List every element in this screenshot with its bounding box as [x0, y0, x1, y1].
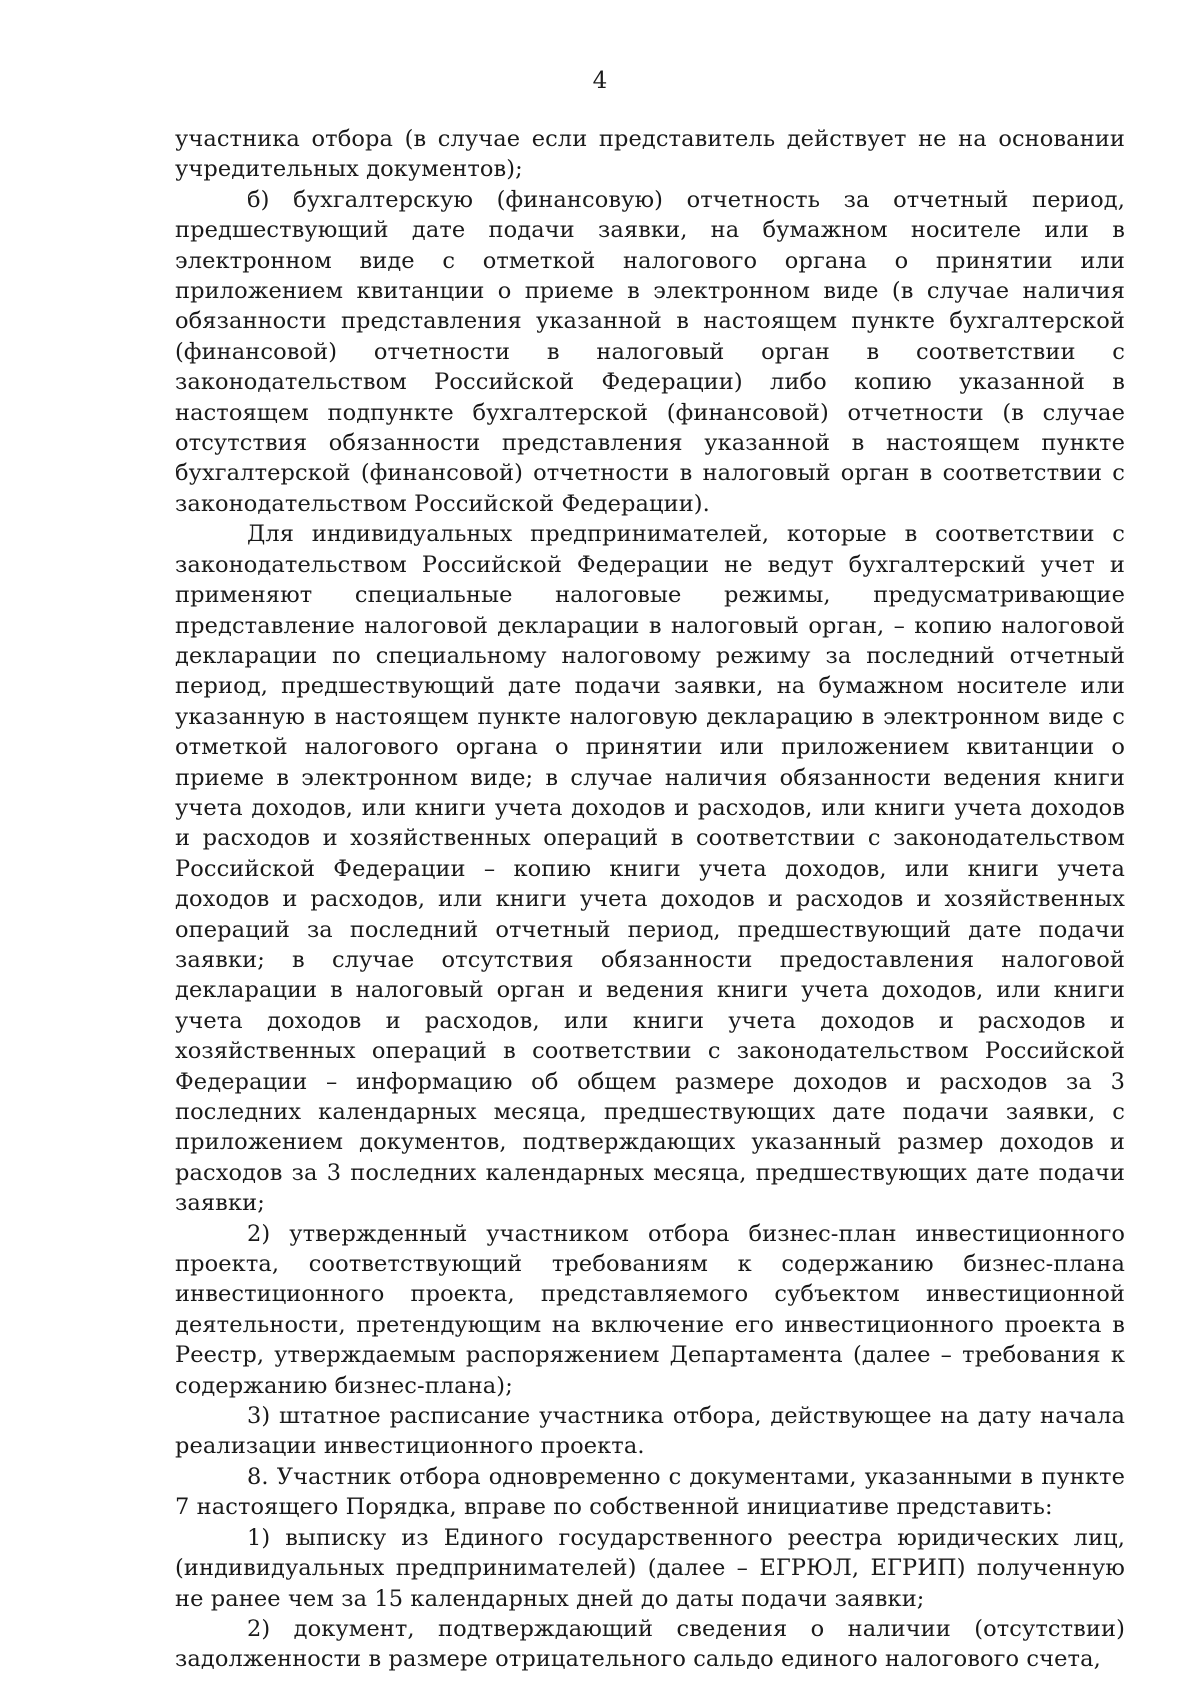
- document-body: [175, 124, 1125, 1675]
- page-number: 4: [592, 68, 608, 94]
- paragraph-item-b: б) бухгалтерскую (финансовую) отчетность за отчетный период, предшествующий дате подачи заявки, на бумажном носителе или в электронном виде с отметкой налогового органа о принятии или приложением квитанции о приеме в электронном виде (в случае наличия обязанности представления указанной в настоящем пункте бухгалтерской (финансовой) отчетности в налоговый орган в соответствии с законодательством Российской Федерации) либо копию указанной в настоящем подпункте бухгалтерской (финансовой) отчетности (в случае отсутствия обязанности представления указанной в настоящем пункте бухгалтерской (финансовой) отчетности в налоговый орган в соответствии с законодательством Российской Федерации).: [175, 186, 1125, 517]
- paragraph-individual-entrepreneurs: Для индивидуальных предпринимателей, которые в соответствии с законодательством Российской Федерации не ведут бухгалтерский учет и применяют специальные налоговые режимы, предусматривающие представление налоговой декларации в налоговый орган, – копию налоговой декларации по специальному налоговому режиму за последний отчетный период, предшествующий дате подачи заявки, на бумажном носителе или указанную в настоящем пункте налоговую декларацию в электронном виде с отметкой налогового органа о принятии или приложением квитанции о приеме в электронном виде; в случае наличия обязанности ведения книги учета доходов, или книги учета доходов и расходов, или книги учета доходов и расходов и хозяйственных операций в соответствии с законодательством Российской Федерации – копию книги учета доходов, или книги учета доходов и расходов, или книги учета доходов и расходов и хозяйственных операций за последний отчетный период, предшествующий дате подачи заявки; в случае отсутствия обязанности предоставления налоговой декларации в налоговый орган и ведения книги учета доходов, или книги учета доходов и расходов, или книги учета доходов и расходов и хозяйственных операций в соответствии с законодательством Российской Федерации – информацию об общем размере доходов и расходов за 3 последних календарных месяца, предшествующих дате подачи заявки, с приложением документов, подтверждающих указанный размер доходов и расходов за 3 последних календарных месяца, предшествующих дате подачи заявки;: [175, 521, 1125, 1217]
- paragraph-item-2-business-plan: 2) утвержденный участником отбора бизнес-план инвестиционного проекта, соответствующий требованиям к содержанию бизнес-плана инвестиционного проекта, представляемого субъектом инвестиционной деятельности, претендующим на включение его инвестиционного проекта в Реестр, утверждаемым распоряжением Департамента (далее – требования к содержанию бизнес-плана);: [175, 1220, 1125, 1399]
- paragraph-clause-8-item-2: 2) документ, подтверждающий сведения о наличии (отсутствии) задолженности в размере отрицательного сальдо единого налогового счета,: [175, 1615, 1125, 1673]
- paragraph-clause-8: 8. Участник отбора одновременно с документами, указанными в пункте 7 настоящего Порядка, вправе по собственной инициативе представить:: [175, 1463, 1125, 1521]
- paragraph-continuation: участника отбора (в случае если представитель действует не на основании учредительных документов);: [175, 126, 1125, 183]
- paragraph-item-3-staff-schedule: 3) штатное расписание участника отбора, действующее на дату начала реализации инвестиционного проекта.: [175, 1403, 1125, 1460]
- paragraph-clause-8-item-1: 1) выписку из Единого государственного реестра юридических лиц, (индивидуальных предпринимателей) (далее – ЕГРЮЛ, ЕГРИП) полученную не ранее чем за 15 календарных дней до даты подачи заявки;: [175, 1524, 1125, 1612]
